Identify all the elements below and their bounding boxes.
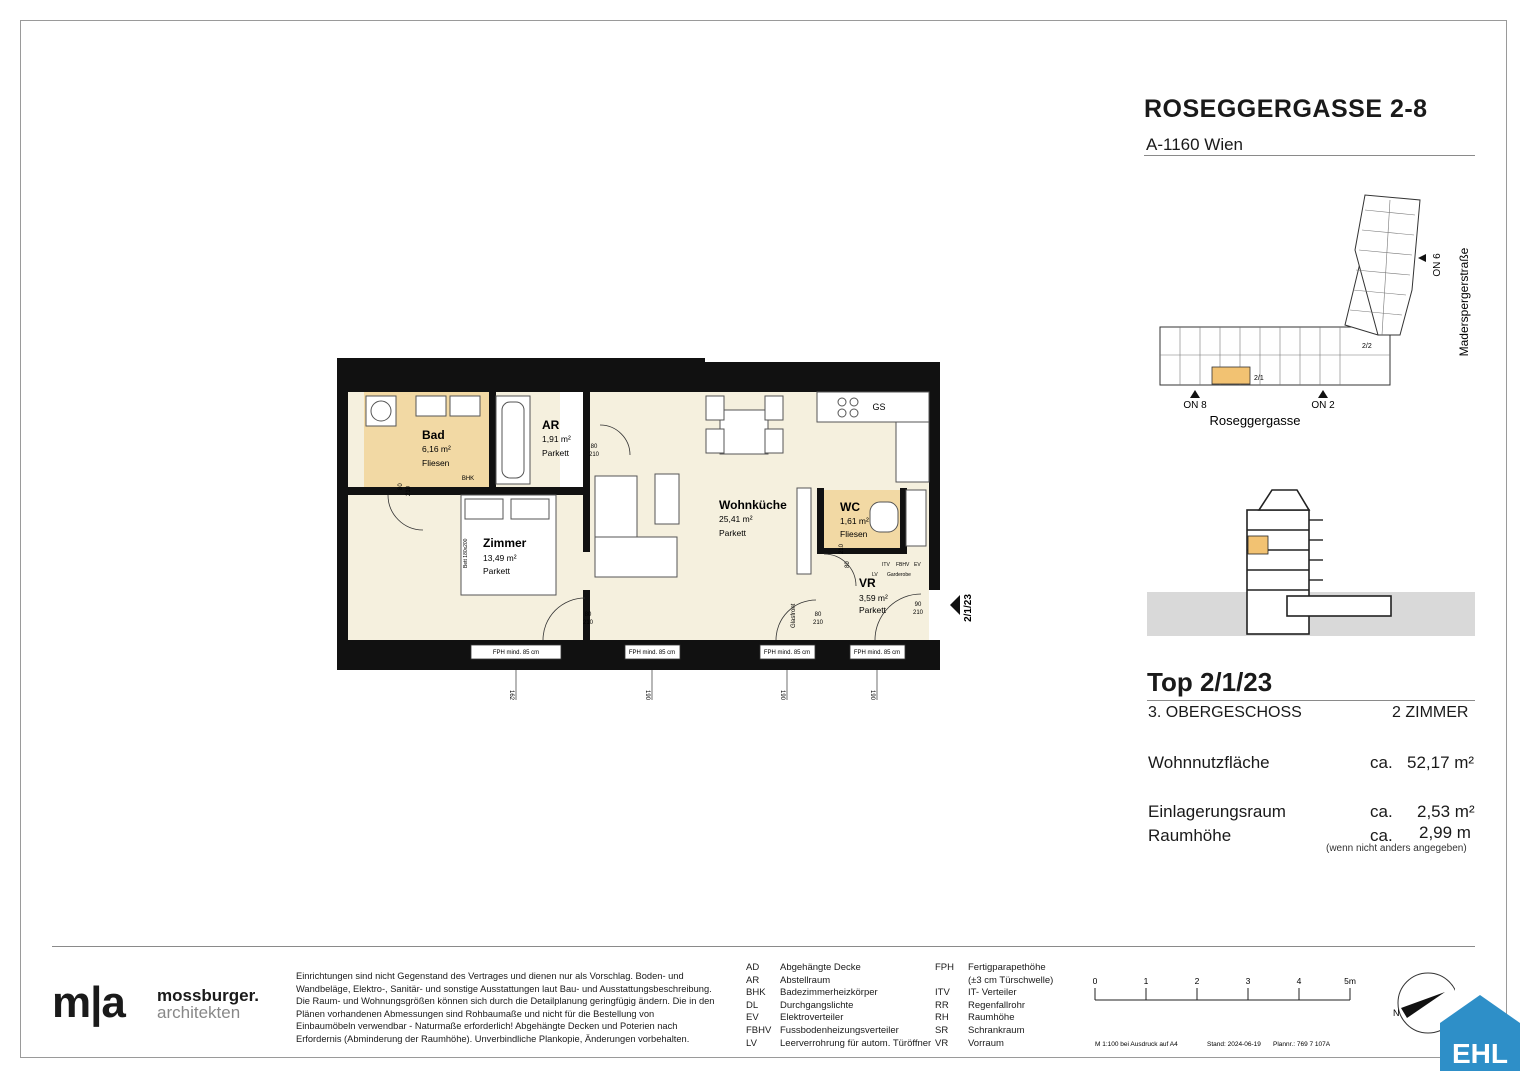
legend-text: Elektroverteiler [780, 1012, 844, 1024]
fph-1: FPH mind. 85 cm [492, 650, 540, 656]
legend-text: Durchgangslichte [780, 999, 854, 1011]
bad-name: Bad [422, 428, 445, 442]
sill-3: 190 [779, 690, 785, 701]
wc-door-h: 210 [839, 543, 845, 554]
bad-area: 6,16 m² [422, 444, 451, 454]
legend-abbr: FPH [935, 962, 954, 973]
height-note: (wenn nicht anders angegeben) [1326, 843, 1467, 854]
unit-top: Top 2/1/23 [1147, 667, 1273, 697]
zimmer-name: Zimmer [483, 536, 527, 550]
ehl-text: EHL [1452, 1038, 1508, 1069]
bad-door-w: 80 [398, 483, 404, 490]
bad-door-h: 210 [406, 485, 412, 496]
bad-floor: Fliesen [422, 458, 450, 468]
unit-marker [950, 595, 960, 615]
entry-door-h: 210 [912, 610, 924, 616]
legend-text: Abstellraum [780, 974, 831, 986]
wk-door-w: 80 [584, 612, 592, 618]
legend-abbr: EV [746, 1012, 759, 1024]
height-ca: ca. [1370, 826, 1393, 845]
wc-area: 1,61 m² [840, 516, 869, 526]
sill-4: 190 [869, 690, 875, 701]
wc-door-w: 80 [845, 561, 851, 568]
wnf-ca: ca. [1370, 753, 1393, 772]
scale-tick-2: 2 [1194, 976, 1200, 986]
street-side: Maderspergerstraße [1457, 247, 1471, 357]
project-city: A-1160 Wien [1146, 135, 1244, 154]
vr-door-w: 80 [814, 612, 822, 618]
legend-text: Fertigparapethöhe [968, 962, 1046, 973]
storage-value: 2,53 m² [1417, 802, 1475, 821]
wk-door-h: 210 [582, 620, 594, 626]
plan-date: Stand: 2024-06-19 [1207, 1041, 1261, 1048]
plan-number: Plannr.: 769 7 107A [1273, 1041, 1331, 1048]
bett-label: Bett 180x200 [463, 538, 469, 568]
storage-label: Einlagerungsraum [1148, 802, 1286, 821]
legend-text: (±3 cm Türschwelle) [968, 974, 1054, 986]
legend-abbr: ITV [935, 987, 950, 999]
vr-name: VR [859, 576, 876, 590]
ev-label: EV [914, 562, 921, 568]
on2-label: ON 2 [1311, 400, 1335, 411]
legend-abbr: LV [746, 1037, 757, 1049]
scale-note: M 1:100 bei Ausdruck auf A4 [1095, 1041, 1178, 1048]
entry-door-w: 90 [914, 602, 922, 608]
legend-abbr: AD [746, 962, 760, 973]
sill-2: 190 [644, 690, 650, 701]
storage-ca: ca. [1370, 802, 1393, 821]
legend-col1 [746, 962, 931, 1050]
wk-name: Wohnküche [719, 498, 787, 512]
itv-label: ITV [882, 562, 890, 568]
legend-text: Raumhöhe [968, 1012, 1015, 1024]
vr-door-h: 210 [812, 620, 824, 626]
legend-abbr [935, 975, 968, 988]
legend-col2 [935, 962, 1053, 1050]
street-main: Roseggergasse [1209, 413, 1301, 428]
scale-tick-3: 3 [1245, 976, 1251, 986]
scale-tick-5: 5m [1344, 976, 1356, 986]
architect-logo-mark: m|a [52, 978, 125, 1027]
ar-door-w: 80 [590, 444, 598, 450]
scale-tick-4: 4 [1296, 976, 1302, 986]
ar-name: AR [542, 418, 560, 432]
fbhv-label: FBHV [896, 562, 910, 568]
unit-floor: 3. OBERGESCHOSS [1148, 704, 1302, 721]
legend-text: Vorraum [968, 1037, 1004, 1049]
unit-tag: 2/1/23 [963, 594, 974, 622]
building-section [1147, 478, 1477, 638]
legend-abbr: SR [935, 1024, 949, 1036]
label-22: 2/2 [1362, 343, 1372, 350]
gard-label: Garderobe [887, 572, 911, 578]
unit-highlight [1212, 367, 1250, 384]
fph-2: FPH mind. 85 cm [628, 650, 676, 656]
glasfront-label: Glasfront [791, 603, 797, 628]
wk-floor: Parkett [719, 528, 746, 538]
gs-label: GS [872, 402, 886, 412]
ar-floor: Parkett [542, 448, 569, 458]
scale-tick-0: 0 [1092, 976, 1098, 986]
legend-abbr: RH [935, 1012, 949, 1024]
unit-rooms: 2 ZIMMER [1392, 704, 1469, 721]
ar-area: 1,91 m² [542, 434, 571, 444]
vr-floor: Parkett [859, 605, 886, 615]
legend-abbr: DL [746, 999, 759, 1011]
legend-abbr: FBHV [746, 1024, 772, 1036]
footer-rule [52, 946, 1475, 947]
wnf-value: 52,17 m² [1407, 753, 1475, 772]
on8-label: ON 8 [1183, 400, 1207, 411]
legend-abbr: BHK [746, 987, 766, 999]
zimmer-area: 13,49 m² [483, 553, 517, 563]
unit-section-highlight [1248, 536, 1268, 554]
ar-door-h: 210 [588, 452, 600, 458]
legend-abbr: AR [746, 974, 760, 986]
height-value: 2,99 m [1419, 823, 1471, 842]
scale-tick-1: 1 [1143, 976, 1149, 986]
legend-abbr: VR [935, 1037, 949, 1049]
legend-text: IT- Verteiler [968, 987, 1017, 999]
legend-text: Leerverrohrung für autom. Türöffner [780, 1037, 932, 1049]
bhk-label: BHK [461, 476, 475, 482]
scale-bar [1085, 972, 1365, 1052]
ehl-logo [1440, 995, 1520, 1071]
legend-text: Schrankraum [968, 1024, 1025, 1036]
on6-label: ON 6 [1432, 253, 1443, 277]
site-plan [1150, 190, 1480, 440]
disclaimer-text: Einrichtungen sind nicht Gegenstand des Vertrages und dienen nur als Vorschlag. Boden- und Wandbeläge, Elektro-, Sanitär- und sonstige Ausstattungen laut Bau- und Ausstattungsbeschreibung. Die Raum- und Wohnungsgrößen können sich durch die Detailplanung geringfügig ändern. Die in den Plänen vorhandenen Abmessungen sind Rohbaumaße und nicht für die Bestellung von Einbaumöbeln verwendbar - Naturmaße erforderlich! Abgehängte Decken und Poterien nach Erfordernis (Abminderung der Raumhöhe). Unverbindliche Plankopie, Änderungen vorbehalten. [296, 971, 715, 1044]
legend-text: Abgehängte Decke [780, 962, 861, 973]
fph-4: FPH mind. 85 cm [853, 650, 901, 656]
architect-sub: architekten [157, 1003, 241, 1022]
lv-label: LV [872, 572, 878, 578]
legend-text: Fussbodenheizungsverteiler [780, 1024, 899, 1036]
architect-name: mossburger. [157, 986, 260, 1005]
sill-1: 162 [508, 690, 514, 701]
legend-text: Regenfallrohr [968, 999, 1026, 1011]
legend-abbr: RR [935, 999, 949, 1011]
north-label: N [1393, 1008, 1400, 1018]
floor-plan [330, 350, 990, 710]
vr-area: 3,59 m² [859, 593, 888, 603]
header-rule [1144, 155, 1475, 156]
zimmer-floor: Parkett [483, 566, 510, 576]
height-label: Raumhöhe [1148, 826, 1232, 845]
unit-rule [1147, 700, 1475, 701]
label-21: 2/1 [1254, 375, 1264, 382]
wc-floor: Fliesen [840, 529, 868, 539]
project-title: ROSEGGERGASSE 2-8 [1144, 95, 1428, 123]
legend-text: Badezimmerheizkörper [780, 987, 878, 999]
fph-3: FPH mind. 85 cm [763, 650, 811, 656]
wc-name: WC [840, 500, 860, 514]
wk-area: 25,41 m² [719, 514, 753, 524]
wnf-label: Wohnnutzfläche [1148, 753, 1270, 772]
